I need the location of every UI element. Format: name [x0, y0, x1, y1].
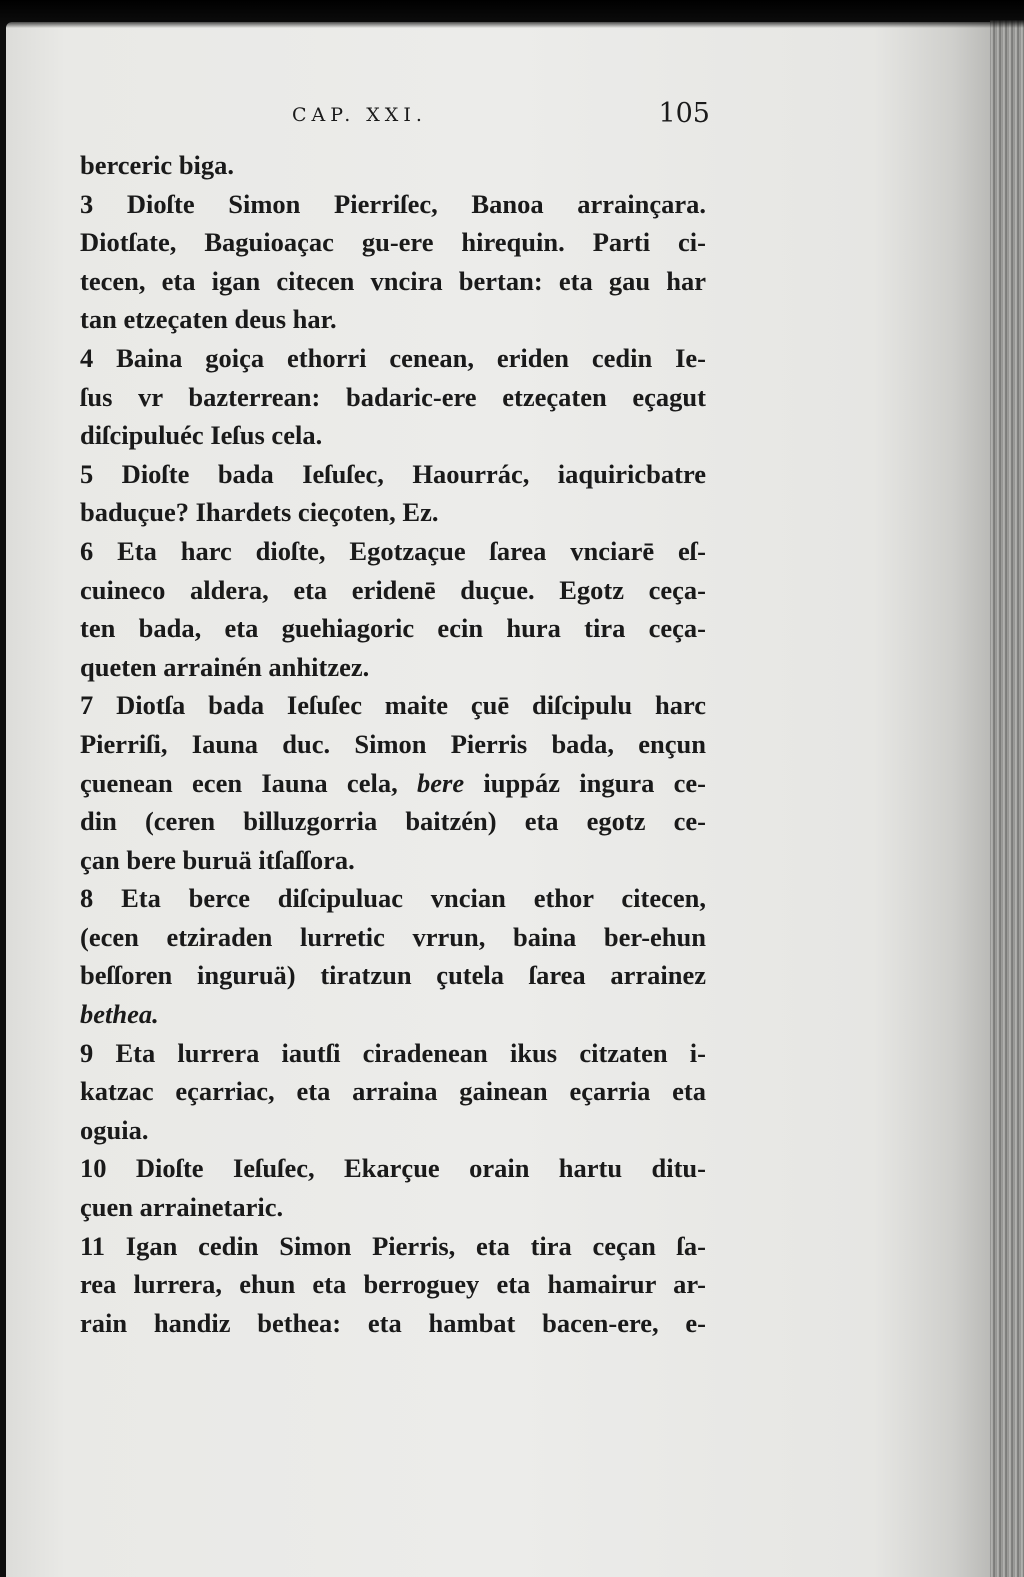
text-line: 5 Dioſte bada Ieſuſec, Haourrác, iaquiricbatre	[80, 458, 706, 489]
text-line: çuenean ecen Iauna cela, bere iuppáz ingura ce-	[80, 767, 706, 798]
text-line: çan bere buruä itſaſſora.	[80, 844, 355, 875]
text-line: berceric biga.	[80, 150, 235, 180]
text-line: din (ceren billuzgorria baitzén) eta egotz ce-	[80, 806, 706, 837]
text-line: çuen arrainetaric.	[80, 1192, 284, 1223]
text-line: cuineco aldera, eta eridenē duçue. Egotz ceça-	[80, 574, 706, 605]
text-line: queten arrainén anhitzez.	[80, 651, 370, 682]
text-line: oguia.	[80, 1114, 149, 1145]
text-line: 7 Diotſa bada Ieſuſec maite çuē diſcipulu harc	[80, 690, 706, 721]
page-number: 105	[658, 98, 710, 129]
chapter-label: CAP. XXI.	[292, 104, 427, 126]
top-shadow	[0, 0, 1024, 28]
text-line: tecen, eta igan citecen vncira bertan: eta gau har	[80, 265, 706, 296]
text-line: 4 Baina goiça ethorri cenean, eriden cedin Ie-	[80, 342, 706, 373]
text-line: ten bada, eta guehiagoric ecin hura tira ceça-	[80, 613, 706, 644]
text-line: Pierriſi, Iauna duc. Simon Pierris bada, ençun	[80, 728, 706, 759]
text-line: 3 Dioſte Simon Pierriſec, Banoa arrainçara.	[80, 188, 706, 219]
text-line: katzac eçarriac, eta arraina gainean eçarria eta	[80, 1076, 706, 1107]
text-line: 10 Dioſte Ieſuſec, Ekarçue orain hartu ditu-	[80, 1153, 706, 1184]
text-line: 9 Eta lurrera iautſi ciradenean ikus citzaten i-	[80, 1037, 706, 1068]
text-line: 11 Igan cedin Simon Pierris, eta tira ceçan ſa-	[80, 1230, 706, 1261]
text-line: 6 Eta harc dioſte, Egotzaçue ſarea vnciarē eſ-	[80, 535, 706, 566]
text-line: beſſoren inguruä) tiratzun çutela ſarea arrainez	[80, 960, 706, 991]
italic-word: bere	[417, 767, 465, 798]
text-line: rain handiz bethea: eta hambat bacen-ere, e-	[80, 1307, 706, 1338]
verse-text-block	[80, 146, 706, 1342]
text-line: (ecen etziraden lurretic vrrun, baina ber-ehun	[80, 921, 706, 952]
text-line: rea lurrera, ehun eta berroguey eta hamairur ar-	[80, 1269, 706, 1300]
text-line: diſcipuluéc Ieſus cela.	[80, 420, 323, 451]
text-line: ſus vr bazterrean: badaric-ere etzeçaten eçagut	[80, 381, 706, 412]
running-head	[84, 98, 710, 138]
text-line: 8 Eta berce diſcipuluac vncian ethor citecen,	[80, 883, 706, 914]
page-edges	[990, 20, 1024, 1577]
text-line: baduçue? Ihardets cieçoten, Ez.	[80, 497, 439, 528]
italic-word: bethea.	[80, 999, 159, 1030]
text-line: tan etzeçaten deus har.	[80, 304, 337, 335]
text-line	[80, 995, 706, 1034]
text-line: Diotſate, Baguioaçac gu-ere hirequin. Parti ci-	[80, 227, 706, 258]
